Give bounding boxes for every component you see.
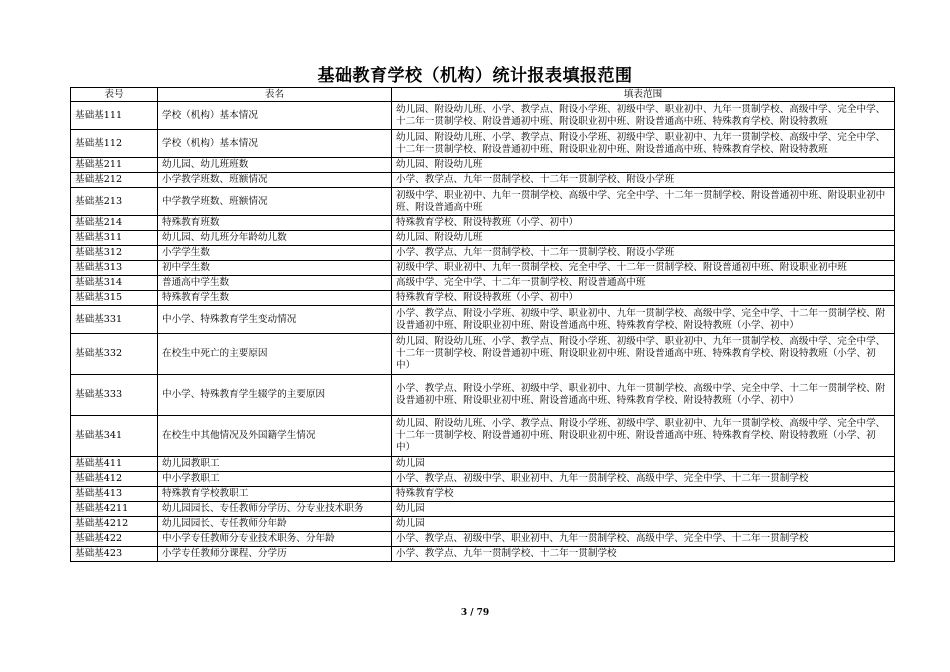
- form-code: 基础基214: [71, 216, 158, 231]
- form-code: 基础基212: [71, 173, 158, 188]
- table-row: [71, 291, 895, 306]
- table-row: [71, 532, 895, 547]
- table-row: [71, 517, 895, 532]
- form-name: 幼儿园园长、专任教师分年龄: [158, 517, 392, 532]
- form-scope: 初级中学、职业初中、九年一贯制学校、高级中学、完全中学、十二年一贯制学校、附设普通初中班、附设职业初中班、附设普通高中班: [392, 188, 895, 216]
- page-number: 3 / 79: [460, 608, 490, 618]
- form-scope: 小学、教学点、九年一贯制学校、十二年一贯制学校、附设小学班: [392, 173, 895, 188]
- table-row: [71, 158, 895, 173]
- form-scope: 小学、教学点、初级中学、职业初中、九年一贯制学校、高级中学、完全中学、十二年一贯制学校: [392, 532, 895, 547]
- form-name: 中小学、特殊教育学生辍学的主要原因: [158, 375, 392, 416]
- form-name: 学校（机构）基本情况: [158, 102, 392, 130]
- form-scope: 幼儿园: [392, 457, 895, 472]
- form-code: 基础基313: [71, 261, 158, 276]
- header-scope: 填表范围: [392, 88, 895, 102]
- form-name: 中学教学班数、班额情况: [158, 188, 392, 216]
- form-code: 基础基333: [71, 375, 158, 416]
- form-name: 在校生中死亡的主要原因: [158, 334, 392, 375]
- form-scope: 小学、教学点、九年一贯制学校、十二年一贯制学校: [392, 547, 895, 562]
- form-code: 基础基422: [71, 532, 158, 547]
- scope-table: [70, 87, 895, 562]
- table-row: [71, 276, 895, 291]
- table-row: [71, 487, 895, 502]
- form-name: 学校（机构）基本情况: [158, 130, 392, 158]
- form-scope: 初级中学、职业初中、九年一贯制学校、完全中学、十二年一贯制学校、附设普通初中班、附设职业初中班: [392, 261, 895, 276]
- form-scope: 幼儿园、附设幼儿班、小学、教学点、附设小学班、初级中学、职业初中、九年一贯制学校、高级中学、完全中学、十二年一贯制学校、附设普通初中班、附设职业初中班、附设普通高中班、特殊教育学校、附设特教班: [392, 130, 895, 158]
- form-code: 基础基423: [71, 547, 158, 562]
- form-scope: 幼儿园、附设幼儿班: [392, 158, 895, 173]
- table-row: [71, 472, 895, 487]
- form-name: 特殊教育班数: [158, 216, 392, 231]
- form-code: 基础基332: [71, 334, 158, 375]
- form-code: 基础基341: [71, 416, 158, 457]
- table-header-row: [71, 88, 895, 102]
- form-scope: 小学、教学点、初级中学、职业初中、九年一贯制学校、高级中学、完全中学、十二年一贯制学校: [392, 472, 895, 487]
- form-name: 普通高中学生数: [158, 276, 392, 291]
- form-scope: 特殊教育学校: [392, 487, 895, 502]
- form-scope: 幼儿园、附设幼儿班: [392, 231, 895, 246]
- form-name: 小学专任教师分课程、分学历: [158, 547, 392, 562]
- form-scope: 小学、教学点、九年一贯制学校、十二年一贯制学校、附设小学班: [392, 246, 895, 261]
- form-code: 基础基111: [71, 102, 158, 130]
- table-row: [71, 306, 895, 334]
- form-name: 在校生中其他情况及外国籍学生情况: [158, 416, 392, 457]
- form-code: 基础基311: [71, 231, 158, 246]
- table-row: [71, 334, 895, 375]
- header-name: 表名: [158, 88, 392, 102]
- table-row: [71, 457, 895, 472]
- table-row: [71, 130, 895, 158]
- form-code: 基础基4212: [71, 517, 158, 532]
- form-code: 基础基4211: [71, 502, 158, 517]
- form-code: 基础基411: [71, 457, 158, 472]
- form-scope: 小学、教学点、附设小学班、初级中学、职业初中、九年一贯制学校、高级中学、完全中学、十二年一贯制学校、附设普通初中班、附设职业初中班、附设普通高中班、特殊教育学校、附设特教班（小学、初中）: [392, 375, 895, 416]
- form-code: 基础基213: [71, 188, 158, 216]
- form-name: 特殊教育学生数: [158, 291, 392, 306]
- form-scope: 幼儿园: [392, 517, 895, 532]
- form-name: 初中学生数: [158, 261, 392, 276]
- form-code: 基础基331: [71, 306, 158, 334]
- table-row: [71, 231, 895, 246]
- form-name: 幼儿园、幼儿班分年龄幼儿数: [158, 231, 392, 246]
- form-name: 中小学教职工: [158, 472, 392, 487]
- form-name: 特殊教育学校教职工: [158, 487, 392, 502]
- form-scope: 小学、教学点、附设小学班、初级中学、职业初中、九年一贯制学校、高级中学、完全中学、十二年一贯制学校、附设普通初中班、附设职业初中班、附设普通高中班、特殊教育学校、附设特教班（小学、初中）: [392, 306, 895, 334]
- table-row: [71, 102, 895, 130]
- page-title: 基础教育学校（机构）统计报表填报范围: [317, 66, 633, 86]
- table-row: [71, 261, 895, 276]
- form-name: 幼儿园园长、专任教师分学历、分专业技术职务: [158, 502, 392, 517]
- form-name: 幼儿园教职工: [158, 457, 392, 472]
- table-row: [71, 375, 895, 416]
- table-row: [71, 246, 895, 261]
- form-name: 幼儿园、幼儿班班数: [158, 158, 392, 173]
- form-scope: 幼儿园、附设幼儿班、小学、教学点、附设小学班、初级中学、职业初中、九年一贯制学校、高级中学、完全中学、十二年一贯制学校、附设普通初中班、附设职业初中班、附设普通高中班、特殊教育学校、附设特教班（小学、初中）: [392, 334, 895, 375]
- form-name: 小学教学班数、班额情况: [158, 173, 392, 188]
- form-scope: 高级中学、完全中学、十二年一贯制学校、附设普通高中班: [392, 276, 895, 291]
- form-code: 基础基412: [71, 472, 158, 487]
- form-name: 中小学专任教师分专业技术职务、分年龄: [158, 532, 392, 547]
- table-row: [71, 547, 895, 562]
- form-scope: 幼儿园、附设幼儿班、小学、教学点、附设小学班、初级中学、职业初中、九年一贯制学校、高级中学、完全中学、十二年一贯制学校、附设普通初中班、附设职业初中班、附设普通高中班、特殊教育学校、附设特教班（小学、初中）: [392, 416, 895, 457]
- form-scope: 特殊教育学校、附设特教班（小学、初中）: [392, 216, 895, 231]
- table-row: [71, 188, 895, 216]
- table-row: [71, 173, 895, 188]
- form-scope: 特殊教育学校、附设特教班（小学、初中）: [392, 291, 895, 306]
- form-code: 基础基314: [71, 276, 158, 291]
- table-row: [71, 416, 895, 457]
- form-scope: 幼儿园: [392, 502, 895, 517]
- form-scope: 幼儿园、附设幼儿班、小学、教学点、附设小学班、初级中学、职业初中、九年一贯制学校、高级中学、完全中学、十二年一贯制学校、附设普通初中班、附设职业初中班、附设普通高中班、特殊教育学校、附设特教班: [392, 102, 895, 130]
- form-code: 基础基315: [71, 291, 158, 306]
- form-name: 中小学、特殊教育学生变动情况: [158, 306, 392, 334]
- table-row: [71, 502, 895, 517]
- form-code: 基础基211: [71, 158, 158, 173]
- form-name: 小学学生数: [158, 246, 392, 261]
- form-code: 基础基413: [71, 487, 158, 502]
- form-code: 基础基312: [71, 246, 158, 261]
- form-code: 基础基112: [71, 130, 158, 158]
- table-row: [71, 216, 895, 231]
- header-code: 表号: [71, 88, 158, 102]
